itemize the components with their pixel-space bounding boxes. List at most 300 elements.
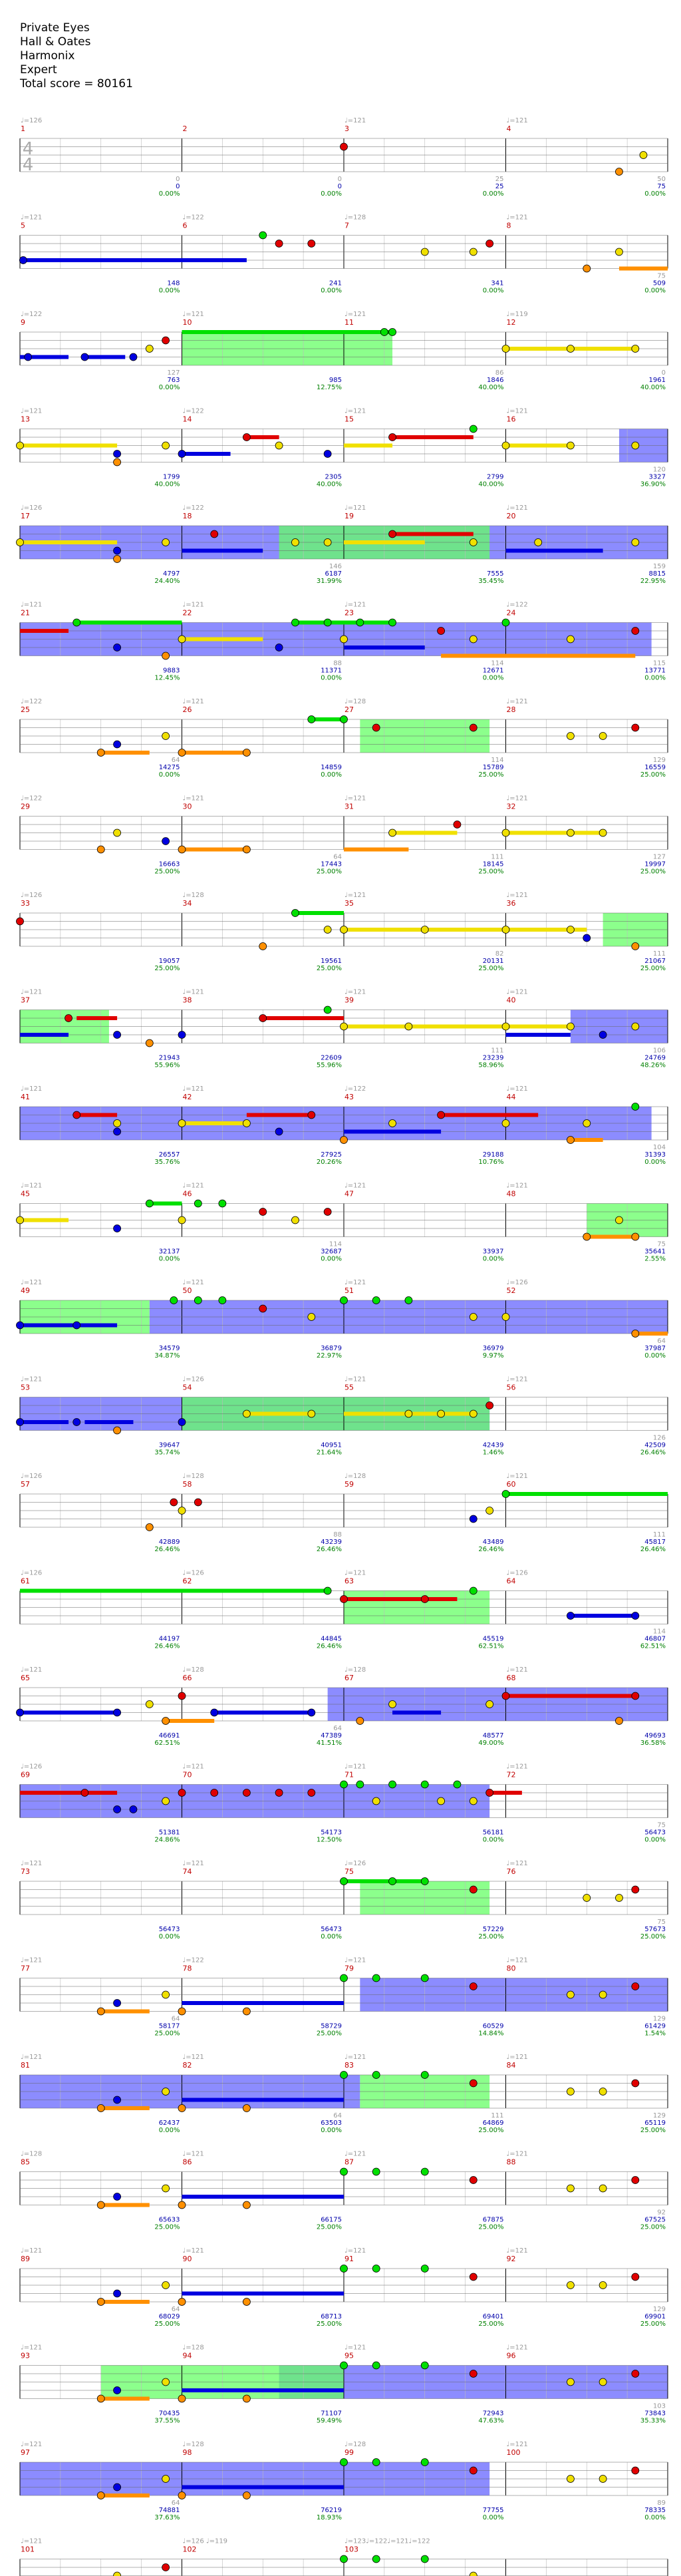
- bpm-marker: ♩=126: [182, 1376, 204, 1383]
- note-count: 114: [491, 757, 504, 764]
- measure-score: 32137: [158, 1248, 180, 1256]
- star-power-percentage: 25.00%: [316, 2320, 342, 2328]
- yellow-note: [146, 1701, 153, 1708]
- blue-note: [114, 644, 121, 651]
- star-power-percentage: 0.00%: [321, 674, 342, 682]
- blue-note: [17, 1419, 24, 1426]
- measure-number: 85: [21, 2157, 30, 2167]
- yellow-note: [615, 248, 622, 256]
- red-note: [470, 2177, 477, 2184]
- measure-number: 86: [182, 2157, 192, 2167]
- red-note: [486, 1402, 493, 1409]
- bpm-marker: ♩=121: [182, 1279, 204, 1286]
- bpm-marker: ♩=119: [506, 311, 528, 318]
- measure-number: 81: [21, 2061, 30, 2070]
- star-power-percentage: 1.54%: [644, 2030, 666, 2038]
- measure-number: 42: [182, 1093, 192, 1101]
- green-note: [372, 2265, 380, 2273]
- star-power-percentage: 10.76%: [478, 1159, 504, 1166]
- measure-score: 54173: [321, 1829, 342, 1837]
- red-note: [170, 1499, 178, 1506]
- red-note: [470, 1983, 477, 1990]
- orange-note: [97, 749, 104, 757]
- bpm-marker: ♩=122: [21, 311, 43, 318]
- star-power-percentage: 0.00%: [158, 190, 180, 198]
- measure-score: 69901: [644, 2313, 666, 2320]
- star-power-percentage: 12.50%: [316, 1836, 342, 1844]
- orange-note: [243, 2201, 250, 2209]
- yellow-note: [146, 345, 153, 353]
- red-note: [470, 2273, 477, 2281]
- measure-score: 56181: [482, 1829, 504, 1837]
- chart-row: [20, 1006, 668, 1047]
- red-note: [243, 434, 250, 441]
- measure-number: 94: [182, 2351, 192, 2360]
- yellow-note: [502, 442, 509, 449]
- star-power-percentage: 41.51%: [316, 1740, 342, 1747]
- measure-number: 53: [21, 1383, 30, 1392]
- red-note: [438, 1111, 445, 1119]
- measure-score: 33937: [482, 1248, 504, 1256]
- bpm-marker: ♩=121: [506, 892, 528, 899]
- red-note: [632, 1983, 639, 1990]
- green-note: [421, 2072, 428, 2079]
- yellow-note: [567, 345, 574, 353]
- yellow-note: [632, 345, 639, 353]
- measure-number: 65: [21, 1674, 30, 1682]
- measure-score: 68713: [321, 2313, 342, 2320]
- star-power-percentage: 0.00%: [644, 2514, 666, 2521]
- green-note: [632, 1103, 639, 1111]
- measure-score: 7555: [487, 570, 504, 578]
- green-note: [308, 716, 315, 723]
- yellow-note: [486, 1507, 493, 1515]
- star-power-percentage: 25.00%: [640, 2223, 666, 2231]
- measure-score: 69401: [482, 2313, 504, 2320]
- song-title: Private Eyes: [20, 21, 90, 35]
- blue-note: [308, 1709, 315, 1716]
- yellow-note: [324, 926, 331, 934]
- yellow-note: [114, 829, 121, 836]
- blue-note: [114, 547, 121, 554]
- red-note: [259, 1208, 267, 1216]
- measure-score: 58729: [321, 2022, 342, 2030]
- measure-number: 60: [506, 1480, 516, 1489]
- measure-number: 84: [506, 2061, 516, 2070]
- star-power-percentage: 0.00%: [644, 1159, 666, 1166]
- measure-score: 0: [337, 183, 342, 190]
- yellow-note: [567, 1023, 574, 1030]
- red-note: [632, 2467, 639, 2474]
- orange-note: [178, 2492, 186, 2499]
- star-power-percentage: 25.00%: [478, 771, 504, 779]
- measure-score: 18145: [482, 860, 504, 868]
- note-count: 146: [329, 563, 342, 570]
- measure-number: 30: [182, 802, 192, 811]
- measure-number: 29: [21, 802, 30, 811]
- measure-number: 24: [506, 608, 516, 618]
- bpm-marker: ♩=122: [182, 504, 204, 512]
- orange-note: [178, 846, 186, 853]
- measure-number: 64: [506, 1576, 516, 1586]
- bpm-marker: ♩=121: [344, 1182, 366, 1190]
- star-power-percentage: 26.46%: [640, 1449, 666, 1457]
- measure-score: 16559: [644, 764, 666, 771]
- red-note: [372, 724, 380, 731]
- measure-score: 763: [167, 377, 180, 384]
- measure-score: 44197: [158, 1635, 180, 1643]
- note-count: 75: [657, 1821, 666, 1829]
- red-note: [73, 1111, 80, 1119]
- measure-number: 72: [506, 1770, 516, 1779]
- star-power-percentage: 25.00%: [316, 965, 342, 972]
- measure-number: 35: [344, 899, 354, 908]
- measure-number: 93: [21, 2351, 30, 2360]
- note-count: 92: [657, 2209, 666, 2217]
- measure-score: 67525: [644, 2216, 666, 2224]
- bpm-marker: ♩=121: [506, 1473, 528, 1480]
- measure-number: 27: [344, 705, 354, 714]
- note-count: 64: [171, 2015, 180, 2023]
- measure-number: 45: [21, 1189, 30, 1198]
- measure-score: 34579: [158, 1345, 180, 1352]
- yellow-note: [17, 442, 24, 449]
- blue-note: [114, 1709, 121, 1716]
- blue-note: [178, 451, 186, 458]
- red-note: [632, 628, 639, 635]
- measure-number: 6: [182, 221, 188, 230]
- green-note: [421, 2555, 428, 2563]
- bpm-marker: ♩=121: [506, 214, 528, 222]
- red-note: [632, 2080, 639, 2087]
- measure-score: 57673: [644, 1926, 666, 1933]
- bpm-marker: ♩=128: [182, 1473, 204, 1480]
- green-note: [502, 619, 509, 626]
- yellow-note: [389, 1701, 396, 1708]
- bpm-marker: ♩=121: [182, 1182, 204, 1190]
- bpm-marker: ♩=121: [344, 117, 366, 124]
- orange-note: [97, 2492, 104, 2499]
- bpm-marker: ♩=121: [21, 988, 43, 996]
- measure-score: 67875: [482, 2216, 504, 2224]
- measure-number: 69: [21, 1770, 30, 1779]
- red-note: [259, 1305, 267, 1312]
- yellow-note: [308, 1410, 315, 1417]
- bpm-marker: ♩=121: [506, 1182, 528, 1190]
- measure-number: 46: [182, 1189, 192, 1198]
- star-power-percentage: 26.46%: [316, 1546, 342, 1553]
- note-count: 75: [657, 272, 666, 280]
- measure-number: 50: [182, 1286, 192, 1295]
- blue-note: [599, 1031, 607, 1039]
- star-power-percentage: 0.00%: [158, 771, 180, 779]
- star-power-percentage: 1.46%: [482, 1449, 504, 1457]
- note-count: 114: [329, 1240, 342, 1248]
- measure-score: 57229: [482, 1926, 504, 1933]
- orange-note: [114, 1427, 121, 1434]
- star-power-percentage: 55.96%: [154, 1061, 180, 1069]
- orange-note: [146, 1039, 153, 1047]
- star-power-percentage: 24.86%: [154, 1836, 180, 1844]
- measure-number: 11: [344, 318, 354, 327]
- yellow-note: [291, 539, 299, 546]
- green-note: [291, 619, 299, 626]
- star-power-percentage: 0.00%: [321, 287, 342, 295]
- yellow-note: [567, 733, 574, 740]
- time-signature-numerator: 4: [22, 139, 34, 159]
- red-note: [81, 1789, 88, 1797]
- bpm-marker: ♩=121: [344, 407, 366, 415]
- red-note: [308, 240, 315, 248]
- orange-note: [97, 2105, 104, 2112]
- red-note: [486, 240, 493, 248]
- measure-score: 68029: [158, 2313, 180, 2320]
- chart-row: [17, 526, 668, 563]
- red-note: [632, 1692, 639, 1700]
- bpm-marker: ♩=121: [182, 795, 204, 803]
- chart-row: [20, 1587, 668, 1624]
- yellow-note: [567, 2282, 574, 2289]
- measure-score: 16663: [158, 860, 180, 868]
- note-count: 106: [652, 1047, 666, 1055]
- yellow-note: [324, 539, 331, 546]
- chart-row: [20, 138, 668, 176]
- measure-score: 71107: [321, 2410, 342, 2418]
- star-power-percentage: 0.00%: [482, 1836, 504, 1844]
- star-power-percentage: 47.63%: [478, 2417, 504, 2425]
- yellow-note: [502, 1314, 509, 1321]
- orange-note: [97, 2008, 104, 2015]
- bpm-marker: ♩=121: [344, 601, 366, 609]
- measure-number: 75: [344, 1867, 354, 1876]
- chart-row: [20, 2072, 668, 2112]
- red-note: [470, 2080, 477, 2087]
- bpm-marker: ♩=121: [21, 1956, 43, 1964]
- star-power-percentage: 26.46%: [154, 1642, 180, 1650]
- measure-number: 28: [506, 705, 516, 714]
- bpm-marker: ♩=121: [182, 2150, 204, 2158]
- bpm-marker: ♩=128: [182, 2344, 204, 2352]
- note-count: 126: [652, 1434, 666, 1442]
- measure-number: 77: [21, 1964, 30, 1973]
- star-power-percentage: 0.00%: [321, 771, 342, 779]
- yellow-note: [114, 1120, 121, 1127]
- measure-number: 78: [182, 1964, 192, 1973]
- bpm-marker: ♩=121: [344, 1376, 366, 1383]
- blue-note: [19, 257, 27, 264]
- blue-note: [162, 838, 170, 845]
- note-count: 50: [657, 176, 666, 183]
- yellow-note: [162, 2185, 170, 2192]
- measure-score: 46691: [158, 1732, 180, 1740]
- star-power-percentage: 12.75%: [316, 384, 342, 391]
- red-note: [502, 1692, 509, 1700]
- yellow-note: [615, 1216, 622, 1224]
- chart-row: [20, 2555, 668, 2576]
- orange-note: [243, 846, 250, 853]
- orange-note: [356, 1718, 364, 1725]
- measure-number: 26: [182, 705, 192, 714]
- measure-number: 98: [182, 2448, 192, 2457]
- measure-number: 25: [21, 705, 30, 714]
- blue-note: [114, 1128, 121, 1135]
- measure-number: 9: [21, 318, 25, 327]
- note-count: 129: [652, 2015, 666, 2023]
- note-count: 159: [652, 563, 666, 570]
- red-note: [308, 1789, 315, 1797]
- yellow-note: [438, 1410, 445, 1417]
- yellow-note: [567, 2088, 574, 2096]
- chart-row: [17, 1200, 668, 1240]
- measure-score: 45817: [644, 1539, 666, 1546]
- bpm-marker: ♩=121: [344, 311, 366, 318]
- measure-score: 15789: [482, 764, 504, 771]
- orange-note: [567, 1137, 574, 1144]
- blue-note: [73, 1419, 80, 1426]
- green-note: [340, 2072, 348, 2079]
- measure-number: 57: [21, 1480, 30, 1489]
- green-note: [340, 1974, 348, 1982]
- measure-score: 2799: [487, 473, 504, 481]
- yellow-note: [291, 1216, 299, 1224]
- yellow-note: [615, 1895, 622, 1902]
- measure-score: 36979: [482, 1345, 504, 1352]
- star-power-percentage: 62.51%: [478, 1642, 504, 1650]
- measure-score: 65119: [644, 2119, 666, 2127]
- measure-score: 2305: [325, 473, 342, 481]
- note-count: 127: [652, 853, 666, 861]
- star-power-percentage: 25.00%: [478, 2320, 504, 2328]
- measure-score: 77755: [482, 2507, 504, 2514]
- red-note: [162, 2564, 170, 2571]
- measure-score: 62437: [158, 2119, 180, 2127]
- star-power-percentage: 25.00%: [640, 2127, 666, 2134]
- bpm-marker: ♩=121: [506, 117, 528, 124]
- star-power-percentage: 36.58%: [640, 1740, 666, 1747]
- bpm-marker: ♩=121: [182, 2247, 204, 2255]
- measure-number: 55: [344, 1383, 354, 1392]
- green-note: [389, 329, 396, 336]
- star-power-percentage: 35.74%: [154, 1449, 180, 1457]
- orange-note: [243, 2008, 250, 2015]
- measure-number: 1: [21, 124, 25, 133]
- yellow-note: [502, 345, 509, 353]
- measure-score: 25: [495, 183, 504, 190]
- note-count: 114: [652, 1628, 666, 1636]
- measure-score: 12671: [482, 667, 504, 675]
- green-note: [372, 2459, 380, 2466]
- chart-row: [20, 1974, 668, 2015]
- bpm-marker: ♩=121: [506, 1085, 528, 1093]
- green-note: [324, 1587, 331, 1594]
- red-note: [632, 2370, 639, 2378]
- green-note: [389, 1781, 396, 1788]
- star-power-percentage: 0.00%: [158, 287, 180, 295]
- measure-number: 20: [506, 512, 516, 520]
- yellow-note: [599, 2378, 607, 2386]
- orange-note: [146, 1524, 153, 1531]
- yellow-note: [340, 926, 348, 934]
- bpm-marker: ♩=121: [21, 601, 43, 609]
- bpm-marker: ♩=121: [21, 1182, 43, 1190]
- green-note: [380, 329, 388, 336]
- red-note: [211, 530, 218, 538]
- measure-number: 91: [344, 2255, 354, 2263]
- measure-score: 6187: [325, 570, 342, 578]
- star-power-percentage: 59.49%: [316, 2417, 342, 2425]
- yellow-note: [17, 539, 24, 546]
- bpm-marker: ♩=121: [506, 1860, 528, 1867]
- measure-number: 41: [21, 1093, 30, 1101]
- bpm-marker: ♩=121: [506, 1956, 528, 1964]
- chart-row: [17, 1397, 668, 1435]
- bpm-marker: ♩=128: [182, 2441, 204, 2448]
- yellow-note: [599, 2476, 607, 2483]
- star-power-percentage: 21.64%: [316, 1449, 342, 1457]
- measure-number: 96: [506, 2351, 516, 2360]
- yellow-note: [567, 2185, 574, 2192]
- yellow-note: [162, 2476, 170, 2483]
- note-count: 129: [652, 757, 666, 764]
- green-note: [421, 1974, 428, 1982]
- bpm-marker: ♩=126: [506, 1569, 528, 1577]
- star-power-percentage: 31.99%: [316, 578, 342, 585]
- bpm-marker: ♩=126: [182, 1569, 204, 1577]
- bpm-marker: ♩=121: [506, 988, 528, 996]
- measure-number: 19: [344, 512, 354, 520]
- note-count: 0: [661, 369, 666, 377]
- bpm-marker: ♩=121: [506, 2150, 528, 2158]
- star-power-percentage: 25.00%: [154, 2030, 180, 2038]
- orange-note: [243, 2299, 250, 2306]
- star-power-percentage: 14.84%: [478, 2030, 504, 2038]
- yellow-note: [599, 733, 607, 740]
- blue-note: [470, 1515, 477, 1523]
- green-note: [502, 1491, 509, 1498]
- green-note: [340, 2362, 348, 2369]
- note-count: 25: [495, 176, 504, 183]
- note-count: 86: [495, 369, 504, 377]
- measure-score: 56473: [644, 1829, 666, 1837]
- red-note: [632, 1886, 639, 1893]
- star-power-percentage: 0.00%: [158, 1933, 180, 1940]
- measure-score: 47389: [321, 1732, 342, 1740]
- star-power-percentage: 0.00%: [644, 674, 666, 682]
- bpm-marker: ♩=121: [344, 795, 366, 803]
- bpm-marker: ♩=121: [182, 698, 204, 705]
- red-note: [275, 1789, 283, 1797]
- star-power-percentage: 26.46%: [316, 1642, 342, 1650]
- measure-number: 71: [344, 1770, 354, 1779]
- bpm-marker: ♩=121: [506, 407, 528, 415]
- yellow-note: [470, 1797, 477, 1805]
- star-power-percentage: 55.96%: [316, 1061, 342, 1069]
- red-note: [632, 2273, 639, 2281]
- measure-number: 66: [182, 1674, 192, 1682]
- measure-score: 42889: [158, 1539, 180, 1546]
- bpm-marker: ♩=121: [344, 2054, 366, 2061]
- orange-note: [632, 1330, 639, 1338]
- yellow-note: [162, 539, 170, 546]
- orange-note: [243, 2492, 250, 2499]
- star-power-percentage: 0.00%: [482, 674, 504, 682]
- note-count: 64: [171, 2306, 180, 2313]
- measure-score: 42439: [482, 1441, 504, 1449]
- chart-row: [20, 1491, 668, 1531]
- bpm-marker: ♩=122: [344, 1085, 366, 1093]
- star-power-percentage: 25.00%: [154, 965, 180, 972]
- star-power-percentage: 9.97%: [482, 1352, 504, 1360]
